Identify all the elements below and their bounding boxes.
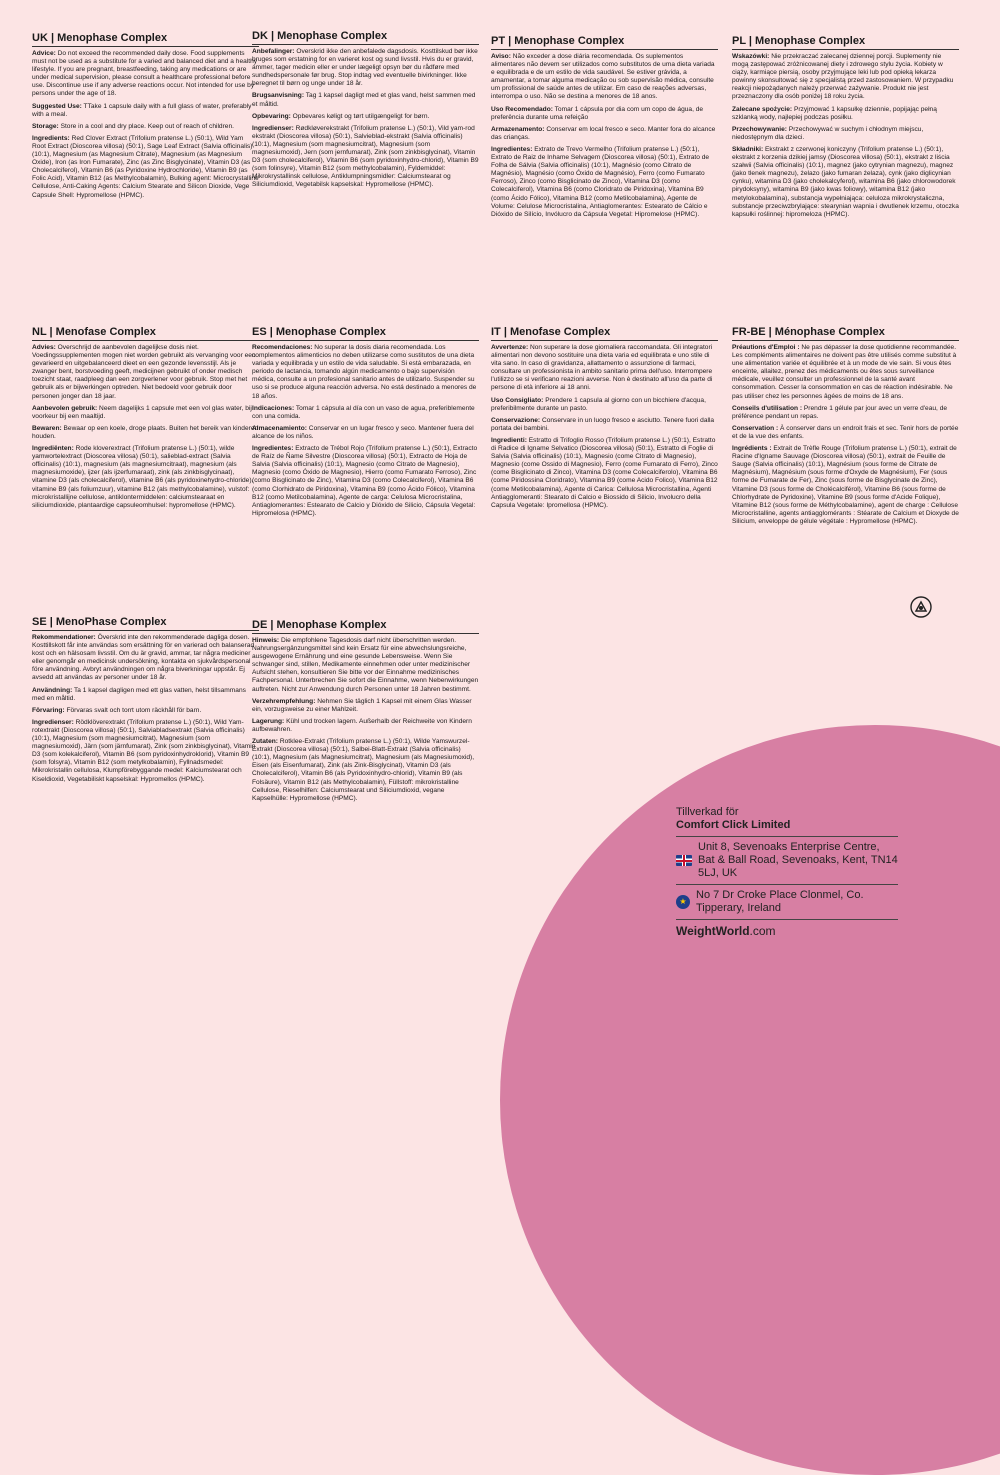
panel-paragraph — [32, 50, 259, 99]
panel-paragraph — [732, 106, 959, 122]
paragraph-text: Bewaar op een koele, droge plaats. Buiten het bereik van kinderen houden. — [32, 424, 259, 440]
panel-paragraph — [252, 425, 479, 441]
uk-address-row — [676, 841, 898, 880]
panel-title: PL | Menophase Complex — [732, 35, 866, 47]
panel-paragraph — [732, 126, 959, 142]
paragraph-label: Préautions d'Emploi : — [732, 344, 800, 351]
paragraph-text: À conserver dans un endroit frais et sec. Tenir hors de portée et de la vue des enfants. — [732, 424, 959, 440]
panel-paragraph — [32, 445, 259, 510]
panel-paragraph — [491, 417, 718, 433]
paragraph-text: Extrait de Trèfle Rouge (Trifolium pratense L.) (50:1), extrait de Racine d'Igname Sauvage (Dioscorea villosa) (50:1), extrait de Feuille de Sauge (Salvia officinalis) (10:1), Magnésium (sous forme de Citrate de Magnésium), Magnésium (sous forme d'Oxyde de Magnésium), Fer (sous forme de Fumarate de Fer), Zinc (sous forme de Bisglycinate de Zinc), Vitamine D3 (sous forme de Cholécalciférol), Vitamine B6 (sous forme de Chlorhydrate de Pyridoxine), Vitamine B9 (sous forme d'Acide Folique), Vitamine B12 (sous forme de Méthylcobalamine), agent de charge : Cellulose Microcristalline, agents antiagglomérants : Stéarate de Calcium et Dioxyde de Silicium, enveloppe de gélule végétale : Hypromellose (HPMC). — [732, 445, 959, 525]
paragraph-label: Advice: — [32, 50, 56, 57]
panel-title: FR-BE | Ménophase Complex — [732, 326, 885, 338]
paragraph-text: Rode kloverextract (Trifolium pratense L.) (50:1), wilde yamwortelextract (Dioscorea villosa) (50:1), salieblad-extract (Salvia officinalis) (10:1), magnesium (als magnesiumcitraat), magnesium (als magnesiumoxide), ijzer (als ijzerfumaraat), zink (als zinkbisglycinaat), vitamine D3 (als cholecalciferol), vitamine B6 (als pyridoxinehydro-chloride), vitamine B9 (als foliumzuur), vitamine B12 (als methylcobalamine), vulstof: microkristallijne cellulose, antiklontermiddelen: calciumstearaat en siliciumdioxide, plantaardige capsuleomhulsel: hypromellose (HPMC). — [32, 445, 254, 509]
panel-paragraph — [252, 718, 479, 734]
paragraph-text: Överskrid inte den rekommenderade dagliga dosen. Kosttillskott får inte användas som ersättning för en varierad och balanserad kost och en hälsosam livsstil. Om du är gravid, ammar, tar några mediciner eller genomgår en medicinsk undersökning, kontakta en sjukvårdspersonal före användning. Avbryt användningen om några biverkningar uppstår. Ej avsedd att användas av personer under 18 år. — [32, 634, 255, 682]
panel-pt — [491, 35, 718, 223]
paragraph-label: Storage: — [32, 122, 59, 130]
paragraph-label: Aviso: — [491, 53, 511, 60]
paragraph-label: Armazenamento: — [491, 125, 545, 133]
uk-address: Unit 8, Sevenoaks Enterprise Centre, Bat & Ball Road, Sevenoaks, Kent, TN14 5LJ, UK — [698, 841, 898, 879]
panel-paragraph — [252, 48, 479, 88]
panel-paragraph — [491, 53, 718, 102]
paragraph-label: Advies: — [32, 344, 56, 351]
paragraph-text: Kühl und trocken lagern. Außerhalb der Reichweite von Kindern aufbewahren. — [252, 717, 472, 733]
paragraph-label: Conseils d'utilisation : — [732, 404, 803, 412]
panel-paragraph — [252, 698, 479, 714]
paragraph-text: Ekstrakt z czerwonej koniczyny (Trifolium pratense L.) (50:1), ekstrakt z korzenia dzikiej jamsy (Dioscorea villosa) (50:1), ekstrakt z liścia szałwii (Salvia officinalis) (10:1), magnez (jako cytrynian magnezu), magnez (jako tlenek magnezu), żelazo (jako fumaran żelaza), cynk (jako diglicynian cynku), witamina D3 (jako cholekalcyferol), witamina B6 (jako chlorowodorek pirydoksyny), witamina B9 (jako kwas foliowy), witamina B12 (jako metylokobalamina), substancja wypełniająca: celuloza mikrokrystaliczna, substancje przeciwzbrylające: stearynian wapnia i dwutlenek krzemu, otoczka kapsułki roślinnej: hipromeloza (HPMC). — [732, 145, 959, 218]
panel-dk — [252, 30, 479, 194]
panel-paragraph — [252, 405, 479, 421]
paragraph-text: Przyjmować 1 kapsułkę dziennie, popijając pełną szklanką wody, najlepiej podczas posiłku. — [732, 105, 937, 121]
panel-it — [491, 326, 718, 514]
divider — [676, 884, 898, 885]
paragraph-text: Prendre 1 gélule par jour avec un verre d'eau, de préférence pendant un repas. — [732, 404, 948, 420]
panel-paragraph — [732, 146, 959, 219]
paragraph-label: Ingredientes: — [491, 145, 533, 153]
paragraph-label: Användning: — [32, 686, 73, 694]
paragraph-label: Verzehrempfehlung: — [252, 697, 316, 705]
divider — [676, 919, 898, 920]
paragraph-text: Opbevares køligt og tørt utilgængeligt for børn. — [290, 112, 430, 120]
panel-paragraph — [491, 106, 718, 122]
paragraph-text: Prendere 1 capsula al giorno con un bicchiere d'acqua, preferibilmente durante un pasto. — [491, 396, 706, 412]
panel-title: IT | Menofase Complex — [491, 326, 611, 338]
paragraph-text: Overskrid ikke den anbefalede dagsdosis. Kosttilskud bør ikke bruges som erstatning for en varieret kost og sund livsstil. Hvis du er gravid, ammer, tager medicin eller er under lægeligt opsyn bør du rådføre med sundhedspersonale før brug. Stop indtag ved eventuelle bivirkninger. Ikke beregnet til børn og unge under 18 år. — [252, 48, 478, 88]
paragraph-label: Aanbevolen gebruik: — [32, 404, 98, 412]
panel-paragraph — [252, 637, 479, 694]
recycle-icon — [910, 596, 932, 618]
paragraph-label: Ingredients: — [32, 134, 70, 142]
paragraph-label: Indicaciones: — [252, 404, 295, 412]
paragraph-text: Rotklee-Extrakt (Trifolium pratense L.) (50:1), Wilde Yamswurzel-Extrakt (Dioscorea villosa) (50:1), Salbei-Blatt-Extrakt (Salvia officinalis) (10:1), Magnesium (als Magnesiumcitrat), Magnesium (als Magnesiumoxid), Eisen (als Eisenfumarat), Zink (als Zink-Bisglycinat), Vitamin D3 (als Cholecalciferol), Vitamin B6 (als Pyridoxinhydro-chlorid), Vitamin B9 (als Folsäure), Vitamin B12 (als Methylcobalamin), Füllstoff: mikrokristalline Cellulose, Rieselhilfen: Calciumstearat und Siliciumdioxid, vegane Kapselhülle: Hypromellose (HPMC). — [252, 738, 475, 802]
title-rule — [732, 340, 959, 341]
paragraph-label: Ingredientes: — [252, 445, 294, 453]
panel-paragraph — [32, 103, 259, 119]
paragraph-label: Almacenamiento: — [252, 424, 307, 432]
paragraph-text: Conservare in un luogo fresco e asciutto. Tenere fuori dalla portata dei bambini. — [491, 416, 715, 432]
title-rule — [491, 340, 718, 341]
paragraph-label: Suggested Use: — [32, 102, 82, 110]
panel-paragraph — [732, 425, 959, 441]
ie-address-row — [676, 889, 898, 915]
paragraph-label: Przechowywanie: — [732, 125, 787, 133]
panel-paragraph — [491, 344, 718, 393]
paragraph-text: Tomar 1 cápsula por dia com um copo de água, de preferência durante uma refeição — [491, 105, 704, 121]
panel-paragraph — [32, 344, 259, 401]
paragraph-label: Ingrediënten: — [32, 445, 74, 453]
paragraph-label: Hinweis: — [252, 637, 280, 644]
paragraph-text: Store in a cool and dry place. Keep out of reach of children. — [58, 122, 234, 130]
paragraph-label: Ingrédients : — [732, 445, 772, 453]
panel-title: DK | Menophase Complex — [252, 30, 388, 42]
company-name: Comfort Click Limited — [676, 819, 791, 831]
panel-se — [32, 616, 259, 788]
panel-paragraph — [491, 397, 718, 413]
paragraph-text: Overschrijd de aanbevolen dagelijkse dosis niet. Voedingssupplementen mogen niet worden gebruikt als vervanging voor een gevarieerd en uitgebalanceerd dieet en een gezonde levensstijl. Als je zwanger bent, borstvoeding geeft, medicijnen gebruikt of onder medisch toezicht staat, raadpleeg dan een zorgverlener voor gebruik. Stop met het gebruik als er bijwerkingen optreden. Niet bedoeld voor gebruik door personen jonger dan 18 jaar. — [32, 344, 256, 400]
paragraph-text: Die empfohlene Tagesdosis darf nicht überschritten werden. Nahrungsergänzungsmittel sind kein Ersatz für eine abwechslungsreiche, ausgewogene Ernährung und eine gesunde Lebensweise. Wenn Sie schwanger sind, stillen, Medikamente einnehmen oder unter medizinischer Aufsicht stehen, konsultieren Sie bitte vor der Einnahme medizinisches Fachpersonal. Unterbrechen Sie sofort die Einnahme, wenn Nebenwirkungen auftreten. Nicht zur Anwendung durch Personen unter 18 Jahren bestimmt. — [252, 637, 479, 693]
panel-paragraph — [32, 135, 259, 200]
paragraph-label: Uso Consigliato: — [491, 396, 544, 404]
paragraph-text: Não exceder a dose diária recomendada. Os suplementos alimentares não devem ser utilizados como substitutos de uma dieta variada e equilibrada e de um estilo de vida saudável. Se estiver grávida, a amamentar, a tomar alguma medicação ou sob supervisão médica, consulte um profissional de saúde antes de utilizar. Em caso de reações adversas, interrompa o uso. Não se destina a menores de 18 anos. — [491, 53, 715, 101]
panel-es — [252, 326, 479, 522]
divider — [676, 836, 898, 837]
paragraph-label: Rekommendationer: — [32, 634, 96, 641]
title-rule — [32, 630, 259, 631]
panel-title: DE | Menophase Komplex — [252, 619, 387, 631]
panel-title: PT | Menophase Complex — [491, 35, 625, 47]
paragraph-text: Rødkløverekstrakt (Trifolium pratense L.) (50:1), Vild yam-rod ekstrakt (Dioscorea villosa) (50:1), Salvieblad-ekstrakt (Salvia officinalis) (10:1), Magnesium (som magnesiumcitrat), Magnesium (som magnesiumoxid), Jern (som jernfumarat), Zink (som zinkbisglycinat), Vitamin D3 (som cholecalciferol), Vitamin B6 (som pyridoxinhydro-chlorid), Vitamin B9 (som folinsyre), Vitamin B12 (som methylcobalamin), Fyldemiddel: Mikrokrystallinsk cellulose, Antiklumpningsmidler: Calciumstearat og Siliciumdioxid, Vegetabilsk kapselskal: Hypromellose (HPMC). — [252, 124, 479, 189]
panel-paragraph — [252, 92, 479, 108]
panel-paragraph — [32, 405, 259, 421]
panel-paragraph — [252, 445, 479, 518]
panel-paragraph — [252, 738, 479, 803]
paragraph-text: Extrato de Trevo Vermelho (Trifolium pratense L.) (50:1), Extrato de Raiz de Inhame Selvagem (Dioscorea villosa) (50:1), Extrato de Folha de Sálvia (Salvia officinalis) (10:1), Magnésio (como Citrato de Magnésio), Magnésio (como Óxido de Magnésio), Ferro (como Fumarato Ferroso), Zinco (como Bisglicinato de Zinco), Vitamina D3 (como Colecalciferol), Vitamina B6 (como Cloridrato de Piridoxina), Vitamina B9 (como Ácido Fólico), Vitamina B12 (como Metilcobalamina), Agente de Volume: Celulose Microcristalina, Antiaglomerantes: Estearato de Cálcio e Dióxido de Silício, Invólucro da Cápsula Vegetal: Hipromelose (HPMC). — [491, 145, 710, 218]
paragraph-text: Non superare la dose giornaliera raccomandata. Gli integratori alimentari non devono sostituire una dieta varia ed equilibrata e uno stile di vita sano. In caso di gravidanza, allattamento o assunzione di farmaci, consultare un professionista in ambito sanitario prima dell'uso. Interrompere l'utilizzo se si verificano reazioni avverse. Non è destinato all'uso da parte di persone di età inferiore ai 18 anni. — [491, 344, 713, 392]
paragraph-label: Wskazówki: — [732, 53, 770, 60]
paragraph-label: Anbefalinger: — [252, 48, 295, 55]
paragraph-label: Zalecane spożycie: — [732, 105, 793, 113]
title-rule — [252, 340, 479, 341]
panel-title: ES | Menophase Complex — [252, 326, 386, 338]
title-rule — [32, 340, 259, 341]
paragraph-text: Conservar en un lugar fresco y seco. Mantener fuera del alcance de los niños. — [252, 424, 474, 440]
manufacturer-contact — [676, 806, 898, 938]
paragraph-text: Ne pas dépasser la dose quotidienne recommandée. Les compléments alimentaires ne doivent pas être utilisés comme substitut à une alimentation variée et équilibrée et à un mode de vie sain. Si vous êtes enceinte, allaitez, prenez des médicaments ou êtes sous surveillance médicale, veuillez consulter un professionnel de la santé avant consommation. Cesser la consommation en cas de réaction indésirable. Ne pas utiliser chez les personnes âgées de moins de 18 ans. — [732, 344, 957, 400]
ie-address: No 7 Dr Croke Place Clonmel, Co. Tipperary, Ireland — [696, 889, 864, 914]
panel-title: UK | Menophase Complex — [32, 32, 168, 44]
panel-pl — [732, 35, 959, 223]
title-rule — [252, 633, 479, 634]
paragraph-text: Rödklöverextrakt (Trifolium pratense L.) (50:1), Wild Yam-rotextrakt (Dioscorea villosa) (50:1), Salviabladsextrakt (Salvia officinalis) (10:1), Magnesium (som magnesiumcitrat), Magnesium (som magnesiumoxid), Järn (som järnfumarat), Zink (som zinkbisglycinat), Vitamin D3 (som kolekalciferol), Vitamin B6 (som pyridoxinhydroklorid), Vitamin B9 (som folsyra), Vitamin B12 (som metylkobalamin), Fyllnadsmedel: Mikrokristallin cellulosa, Klumpförebyggande medel: Kalciumstearat och Kiseldioxid, Vegetabiliskt kapselskal: Hypromellos (HPMC). — [32, 718, 256, 783]
panel-paragraph — [32, 707, 259, 715]
paragraph-label: Lagerung: — [252, 717, 285, 725]
panel-nl — [32, 326, 259, 514]
panel-paragraph — [32, 634, 259, 683]
panel-paragraph — [732, 445, 959, 526]
panel-paragraph — [732, 344, 959, 401]
paragraph-label: Avvertenze: — [491, 344, 529, 351]
paragraph-text: Tomar 1 cápsula al día con un vaso de agua, preferiblemente con una comida. — [252, 404, 475, 420]
paragraph-label: Ingredienser: — [252, 124, 294, 132]
paragraph-text: Przechowywać w suchym i chłodnym miejscu, niedostępnym dla dzieci. — [732, 125, 924, 141]
made-for-label: Tillverkad för — [676, 806, 739, 818]
panel-paragraph — [32, 687, 259, 703]
paragraph-label: Uso Recomendado: — [491, 105, 553, 113]
paragraph-text: Nie przekraczać zalecanej dziennej porcji. Suplementy nie mogą zastępować zróżnicowanej diety i zdrowego stylu życia. Kobiety w ciąży, karmiące piersią, osoby przyjmujące leki lub pod opieką lekarza powinny skonsultować się z specjalistą przed zastosowaniem. W przypadku reakcji niepożądanych należy przerwać zażywanie. Produkt nie jest przeznaczony dla osób poniżej 18 roku życia. — [732, 53, 954, 101]
panel-paragraph — [732, 53, 959, 102]
paragraph-label: Bewaren: — [32, 424, 62, 432]
paragraph-text: Red Clover Extract (Trifolium pratense L.) (50:1), Wild Yam Root Extract (Dioscorea villosa) (50:1), Sage Leaf Extract (Salvia officinalis) (10:1), Magnesium (as Magnesium Citrate), Magnesium (as Magnesium Oxide), Iron (as Iron Fumarate), Zinc (as Zinc Bisglycinate), Vitamin D3 (as Cholecalciferol), Vitamin B6 (as Pyridoxine Hydrochloride), Vitamin B9 (as Folic Acid), Vitamin B12 (as Methylcobalamin), Bulking agent: Microcrystalline Cellulose, Anti-Caking Agents: Calcium Stearate and Silicon Dioxide, Vege Capsule Shell: Hypromellose (HPMC). — [32, 134, 259, 199]
panel-paragraph — [252, 344, 479, 401]
panel-paragraph — [732, 405, 959, 421]
paragraph-label: Conservation : — [732, 424, 779, 432]
panel-fr-be — [732, 326, 959, 530]
paragraph-text: No superar la dosis diaria recomendada. Los complementos alimenticios no deben utilizarse como sustitutos de una dieta variada y equilibrada y un estilo de vida saludable. Si está embarazada, en periodo de lactancia, tomando algún medicamento o bajo supervisión médica, consulte a un profesional sanitario antes de utilizarlo. Suspender su uso si se produce alguna reacción adversa. No está destinado a menores de 18 años. — [252, 344, 477, 400]
paragraph-text: Nehmen Sie täglich 1 Kapsel mit einem Glas Wasser ein, vorzugsweise zu einer Mahlzeit. — [252, 697, 472, 713]
panel-title: SE | MenoPhase Complex — [32, 616, 167, 628]
panel-paragraph — [32, 425, 259, 441]
paragraph-text: Do not exceed the recommended daily dose. Food supplements must not be used as a substitute for a varied and balanced diet and a healthy lifestyle. If you are pregnant, breastfeeding, taking any medications or are under medical supervision, please consult a healthcare professional before use. Discontinue use if any adverse reactions occur. Not intended for use by persons under the age of 18. — [32, 50, 258, 98]
panel-uk — [32, 32, 259, 204]
paragraph-text: Tag 1 kapsel dagligt med et glas vand, helst sammen med et måltid. — [252, 92, 476, 108]
panel-paragraph — [32, 123, 259, 131]
paragraph-text: Conservar em local fresco e seco. Manter fora do alcance das crianças. — [491, 125, 716, 141]
paragraph-text: Estratto di Trifoglio Rosso (Trifolium pratense L.) (50:1), Estratto di Radice di Igname Selvatico (Dioscorea villosa) (50:1), Estratto di Foglie di Salvia (Salvia officinalis) (10:1), Magnesio (come Citrato di Magnesio), Magnesio (come Ossido di Magnesio), Ferro (come Fumarato di Ferro), Zinco (come Bisglicinato di Zinco), Vitamina D3 (come Colecalciferolo), Vitamina B6 (come Piridossina Cloridrato), Vitamina B9 (come Acido Folico), Vitamina B12 (come Metilcobalamina), Agente di Carica: Cellulosa Microcristallina, Agenti Antiagglomeranti: Stearato di Calcio e Biossido di Silicio, Involucro della Capsula Vegetale: Ipromellosa (HPMC). — [491, 436, 718, 509]
paragraph-text: Ta 1 kapsel dagligen med ett glas vatten, helst tillsammans med en måltid. — [32, 686, 246, 702]
uk-flag-icon — [676, 855, 692, 866]
paragraph-label: Zutaten: — [252, 738, 279, 746]
panel-paragraph — [491, 437, 718, 510]
title-rule — [252, 44, 479, 45]
paragraph-label: Brugsanvisning: — [252, 92, 305, 100]
paragraph-label: Ingredienti: — [491, 436, 527, 444]
title-rule — [491, 49, 718, 50]
panel-de — [252, 619, 479, 807]
paragraph-label: Opbevaring: — [252, 112, 291, 120]
paragraph-label: Składniki: — [732, 145, 764, 153]
paragraph-label: Recomendaciones: — [252, 344, 313, 351]
panel-paragraph — [252, 113, 479, 121]
paragraph-text: Neem dagelijks 1 capsule met een vol glas water, bij voorkeur bij een maaltijd. — [32, 404, 252, 420]
panel-title: NL | Menofase Complex — [32, 326, 156, 338]
paragraph-label: Ingredienser: — [32, 718, 74, 726]
paragraph-label: Conservazione: — [491, 416, 541, 424]
panel-paragraph — [32, 719, 259, 784]
title-rule — [732, 49, 959, 50]
paragraph-text: TTake 1 capsule daily with a full glass of water, preferably with a meal. — [32, 102, 252, 118]
paragraph-text: Förvaras svalt och torrt utom räckhåll för barn. — [64, 706, 202, 714]
brand-logo: WeightWorld.com — [676, 924, 776, 938]
paragraph-label: Förvaring: — [32, 706, 65, 714]
panel-paragraph — [491, 126, 718, 142]
eu-flag-icon: ★ — [676, 895, 690, 909]
panel-paragraph — [491, 146, 718, 219]
panel-paragraph — [252, 125, 479, 190]
title-rule — [32, 46, 259, 47]
paragraph-text: Extracto de Trébol Rojo (Trifolium pratense L.) (50:1), Extracto de Raíz de Ñame Silvestre (Dioscorea villosa) (50:1), Extracto de Hoja de Salvia (Salvia officinalis) (10:1), Magnesio (como Citrato de Magnesio), Magnesio (como Óxido de Magnesio), Hierro (como Fumarato Ferroso), Zinc (como Bisglicinato de Zinc), Vitamina D3 (como Colecalciferol), Vitamina B6 (como Clorhidrato de Piridoxina), Vitamina B9 (como Ácido Fólico), Vitamina B12 (como Metilcobalamina), Agente de carga: Celulosa Microcristalina, Antiaglomerantes: Estearato de Calcio y Dióxido de Silicio, Cápsula Vegetal: Hipromelosa (HPMC). — [252, 445, 478, 517]
